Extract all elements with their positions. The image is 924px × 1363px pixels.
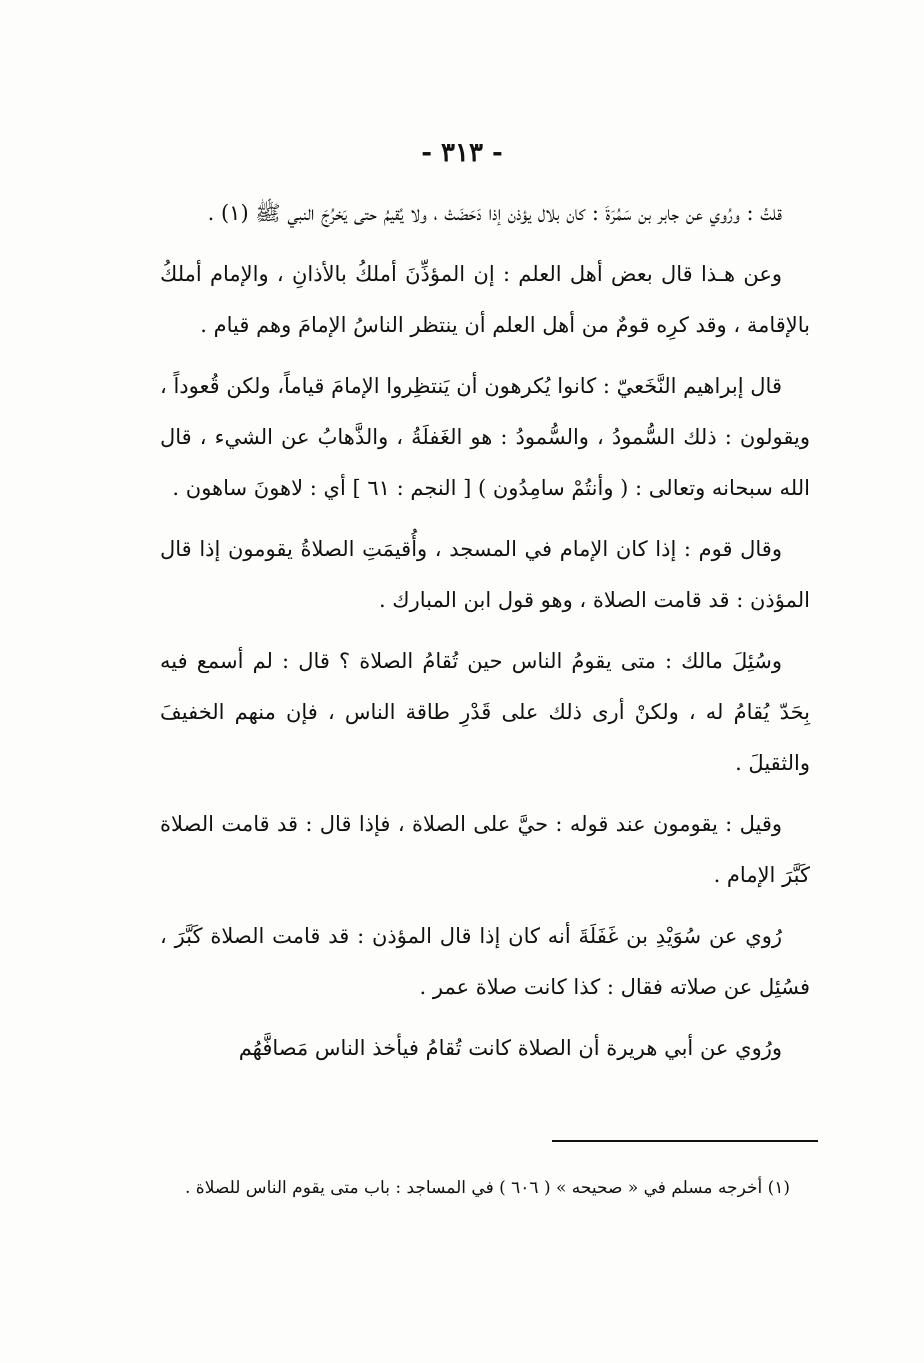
paragraph-8: ورُوي عن أبي هريرة أن الصلاة كانت تُقامُ فيأخذ الناس مَصافَّهُم (238, 1036, 782, 1060)
footnote: (١) أخرجه مسلم في « صحيحه » ( ٦٠٦ ) في المساجد : باب متى يقوم الناس للصلاة . (185, 1178, 790, 1198)
page-number: - ٣١٣ - (421, 138, 503, 168)
paragraph-7: رُوي عن سُوَيْدِ بن غَفَلَةَ أنه كان إذا قال المؤذن : قد قامت الصلاة كَبَّرَ ، فسُئِل عن صلاته فقال : كذا كانت صلاة عمر . (160, 924, 810, 999)
body-text (160, 188, 810, 1084)
paragraph-1: قلتُ : ورُوي عن جابر بن سَمُرَةَ : كان بلال يؤذن إذا دَحَضَتْ ، ولا يُقيمُ حتى يَخرُجَ النبي ﷺ (١) . (207, 201, 782, 225)
paragraph-3: قال إبراهيم النَّخَعيّ : كانوا يُكرهون أن يَنتظِروا الإمامَ قياماً، ولكن قُعوداً ، ويقولون : ذلك السُّمودُ ، والسُّمودُ : هو الغَفلَةُ ، والذَّهابُ عن الشيء ، قال الله سبحانه وتعالى : ( وأنتُمْ سامِدُون ) [ النجم : ٦١ ] أي : لاهونَ ساهون . (160, 374, 810, 500)
paragraph-6: وقيل : يقومون عند قوله : حيَّ على الصلاة ، فإذا قال : قد قامت الصلاة كَبَّرَ الإمام . (160, 812, 810, 887)
paragraph-5: وسُئِلَ مالك : متى يقومُ الناس حين تُقامُ الصلاة ؟ قال : لم أسمع فيه بِحَدّ يُقامُ له ، ولكنْ أرى ذلك على قَدْرِ طاقة الناس ، فإن منهم الخفيفَ والثقيلَ . (160, 649, 810, 775)
paragraph-2: وعن هـذا قال بعض أهل العلم : إن المؤذِّنَ أملكُ بالأذانِ ، والإمام أملكُ بالإقامة ، وقد كرِه قومٌ من أهل العلم أن ينتظر الناسُ الإمامَ وهم قيام . (160, 262, 810, 337)
footnote-divider (552, 1140, 818, 1142)
paragraph-4: وقال قوم : إذا كان الإمام في المسجد ، وأُقيمَتِ الصلاةُ يقومون إذا قال المؤذن : قد قامت الصلاة ، وهو قول ابن المبارك . (160, 537, 810, 612)
